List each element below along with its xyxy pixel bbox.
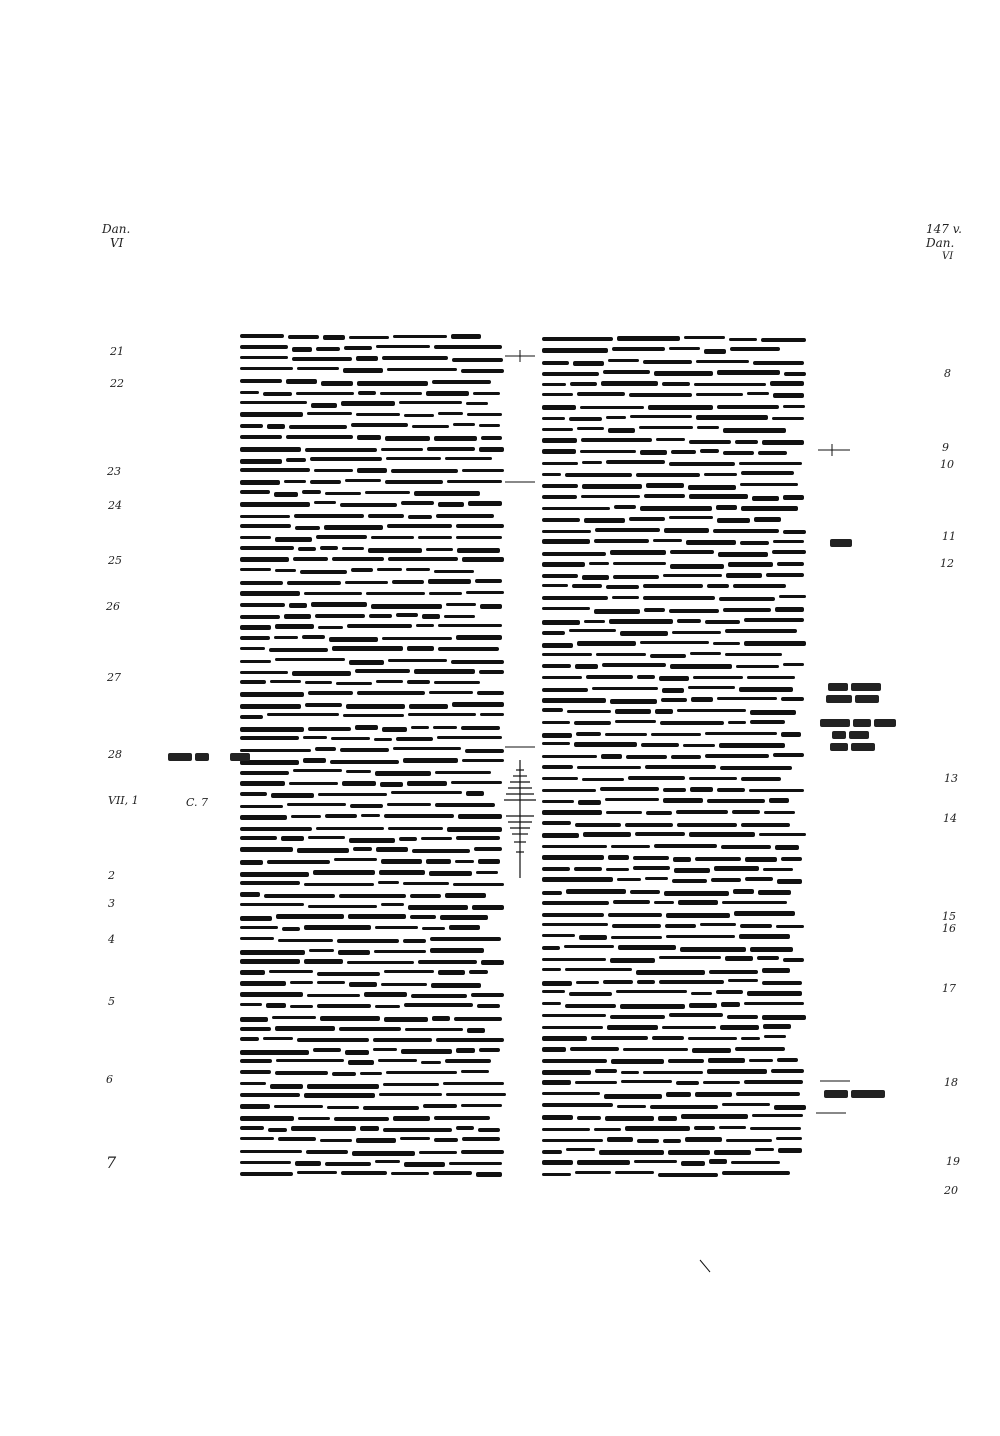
marginal-gloss bbox=[832, 724, 892, 732]
verse-number: 18 bbox=[944, 1076, 958, 1089]
verse-number: 16 bbox=[942, 922, 956, 935]
verse-number: 12 bbox=[940, 557, 954, 570]
verse-number: 9 bbox=[942, 441, 949, 454]
marginal-gloss bbox=[828, 676, 888, 684]
verse-number: 26 bbox=[106, 600, 120, 613]
verse-number: 13 bbox=[944, 772, 958, 785]
verse-number: 7 bbox=[106, 1153, 117, 1172]
verse-number: 28 bbox=[108, 748, 122, 761]
marginal-gloss bbox=[230, 746, 260, 754]
chapter-marker: C. 7 bbox=[186, 796, 209, 809]
marginal-gloss bbox=[830, 736, 890, 744]
verse-number: 6 bbox=[106, 1073, 113, 1086]
marginal-gloss bbox=[168, 746, 228, 754]
left-chapter: VI bbox=[110, 236, 124, 250]
verse-number: 5 bbox=[108, 995, 115, 1008]
verse-number: 24 bbox=[108, 499, 122, 512]
marginal-gloss bbox=[820, 712, 900, 720]
verse-number: 4 bbox=[108, 933, 115, 946]
verse-number: 15 bbox=[942, 910, 956, 923]
marginal-gloss bbox=[826, 688, 886, 696]
verse-number: 20 bbox=[944, 1184, 958, 1197]
verse-number: 8 bbox=[944, 367, 951, 380]
right-book-name: Dan. bbox=[926, 236, 955, 250]
verse-number: VII, 1 bbox=[108, 794, 139, 807]
verse-number: 17 bbox=[942, 982, 956, 995]
verse-number: 19 bbox=[946, 1155, 960, 1168]
verse-number: 21 bbox=[110, 345, 124, 358]
folio-number: 147 v. bbox=[926, 222, 962, 236]
verse-number: 11 bbox=[942, 530, 956, 543]
marginal-gloss bbox=[830, 532, 860, 540]
verse-number: 10 bbox=[940, 458, 954, 471]
left-book-name: Dan. bbox=[102, 222, 131, 236]
verse-number: 2 bbox=[108, 869, 115, 882]
verse-number: 27 bbox=[107, 671, 121, 684]
verse-number: 23 bbox=[107, 465, 121, 478]
marginal-gloss bbox=[824, 1083, 894, 1091]
right-chapter: VI bbox=[942, 251, 954, 262]
verse-number: 14 bbox=[943, 812, 957, 825]
verse-number: 3 bbox=[108, 897, 115, 910]
verse-number: 25 bbox=[108, 554, 122, 567]
verse-number: 22 bbox=[110, 377, 124, 390]
